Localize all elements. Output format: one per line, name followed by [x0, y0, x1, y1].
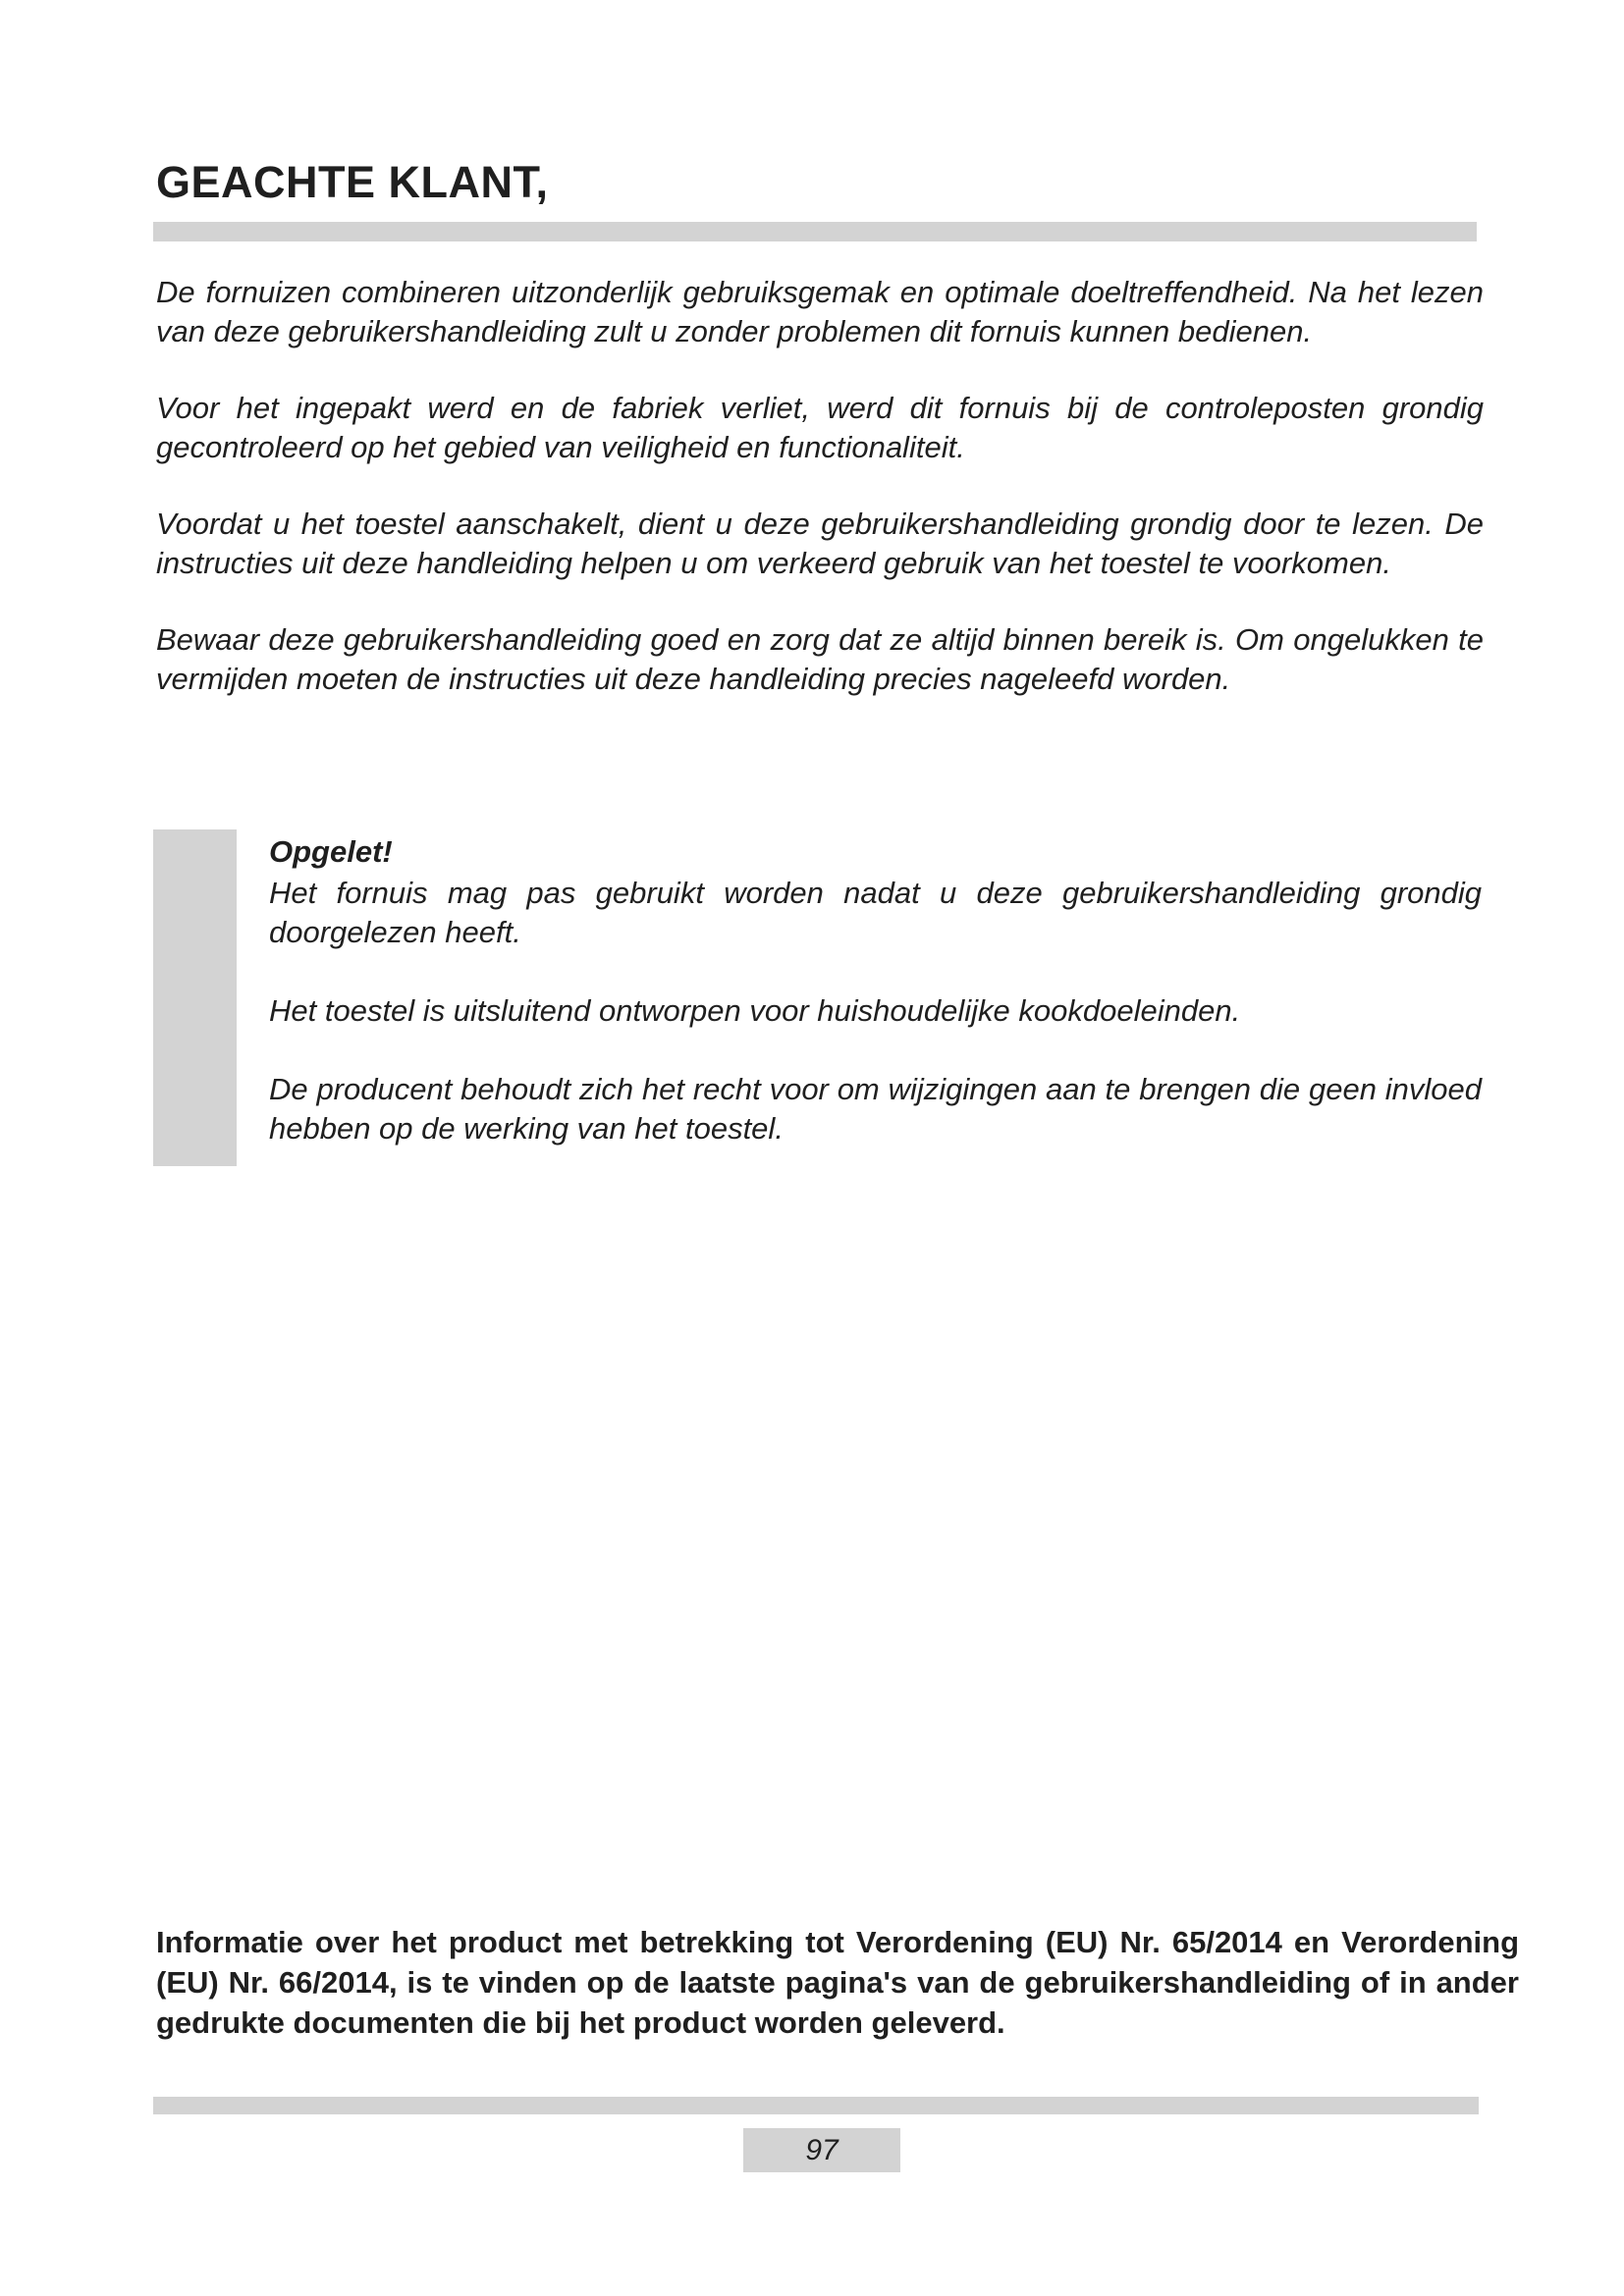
header-divider — [153, 222, 1477, 241]
page-title: GEACHTE KLANT, — [156, 157, 549, 207]
intro-paragraph-1: De fornuizen combineren uitzonderlijk gebruiksgemak en optimale doeltreffendheid. Na het lezen van deze gebruikershandleiding zult u zonder problemen dit fornuis kunnen bedienen. — [156, 275, 1484, 348]
note-accent-bar — [153, 829, 237, 1166]
footer-divider — [153, 2097, 1479, 2114]
note-paragraph-2: Het toestel is uitsluitend ontworpen voor huishoudelijke kookdoeleinden. — [269, 993, 1241, 1028]
intro-paragraph-3: Voordat u het toestel aanschakelt, dient u deze gebruikershandleiding grondig door te lezen. De instructies uit deze handleiding helpen u om verkeerd gebruik van het toestel te voorkomen. — [156, 507, 1484, 580]
note-title: Opgelet! — [269, 834, 393, 869]
regulation-notice: Informatie over het product met betrekking tot Verordening (EU) Nr. 65/2014 en Verordening (EU) Nr. 66/2014, is te vinden op de laatste pagina's van de gebruikershandleiding of in ander gedrukte documenten die bij het product worden geleverd. — [156, 1925, 1519, 2040]
note-paragraph-3: De producent behoudt zich het recht voor om wijzigingen aan te brengen die geen invloed hebben op de werking van het toestel. — [269, 1072, 1482, 1146]
warning-note — [269, 832, 1482, 1188]
note-paragraph-1: Het fornuis mag pas gebruikt worden nadat u deze gebruikershandleiding grondig doorgelezen heeft. — [269, 876, 1482, 949]
intro-paragraph-4: Bewaar deze gebruikershandleiding goed en zorg dat ze altijd binnen bereik is. Om ongelukken te vermijden moeten de instructies uit deze handleiding precies nageleefd worden. — [156, 622, 1484, 696]
intro-section — [156, 273, 1484, 736]
page-number: 97 — [743, 2128, 900, 2172]
intro-paragraph-2: Voor het ingepakt werd en de fabriek verliet, werd dit fornuis bij de controleposten grondig gecontroleerd op het gebied van veiligheid en functionaliteit. — [156, 391, 1484, 464]
